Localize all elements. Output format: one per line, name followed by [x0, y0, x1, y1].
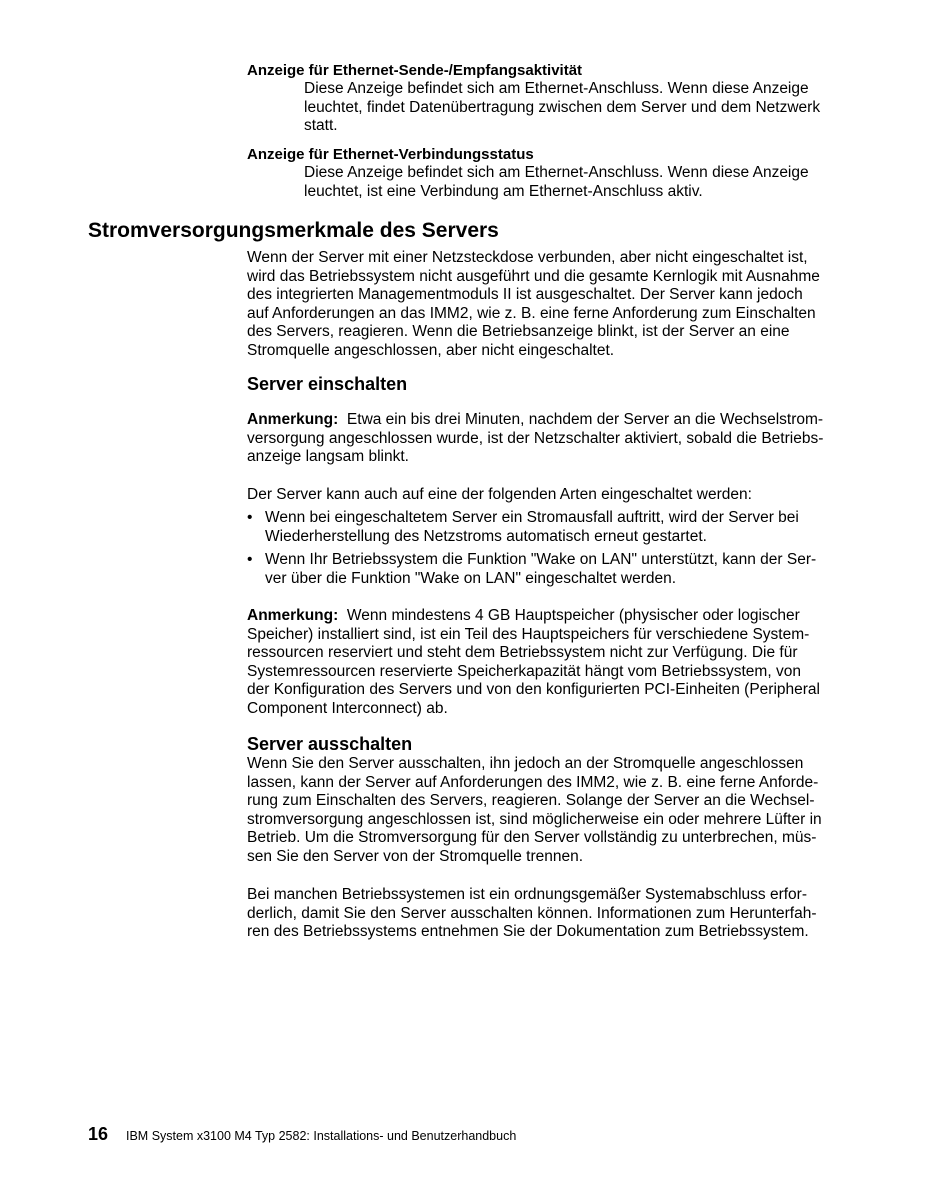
- off-paragraph-1: Wenn Sie den Server ausschalten, ihn jedoch an der Stromquelle angeschlossen lassen, kann der Server auf Anforderungen des IMM2, wie z. B. eine ferne Anforde- rung zum Einschalten des Servers, reagieren. Solange der Server an die Wechsel- stromversorgung angeschlossen ist, sind möglicherweise ein oder mehrere Lüfter in Betrieb. Um die Stromversorgung für den Server vollständig zu unterbrechen, müs- sen Sie den Server von der Stromquelle trennen.: [247, 755, 822, 865]
- subsection-title-off: Server ausschalten: [247, 734, 413, 754]
- footer-title: IBM System x3100 M4 Typ 2582: Installations- und Benutzerhandbuch: [126, 1129, 517, 1143]
- list-lead: Der Server kann auch auf eine der folgenden Arten eingeschaltet werden:: [247, 486, 752, 503]
- bullet-icon: •: [247, 509, 253, 526]
- dl-desc-activity: Diese Anzeige befindet sich am Ethernet-Anschluss. Wenn diese Anzeige leuchtet, findet Datenübertragung zwischen dem Server und dem Netzwerk statt.: [304, 80, 821, 135]
- note-on-1: Anmerkung: Etwa ein bis drei Minuten, nachdem der Server an die Wechselstrom- versorgung angeschlossen wurde, ist der Netzschalter aktiviert, sobald die Betriebs- anzeige langsam blinkt.: [247, 411, 824, 466]
- dl-desc-link-status: Diese Anzeige befindet sich am Ethernet-Anschluss. Wenn diese Anzeige leuchtet, ist eine Verbindung am Ethernet-Anschluss aktiv.: [304, 164, 809, 200]
- bullet-icon: •: [247, 551, 253, 568]
- note-label: Anmerkung:: [247, 607, 339, 624]
- list-item: • Wenn Ihr Betriebssystem die Funktion "Wake on LAN" unterstützt, kann der Ser- ver über die Funktion "Wake on LAN" eingeschaltet werden.: [247, 551, 817, 587]
- note-on-2: Anmerkung: Wenn mindestens 4 GB Hauptspeicher (physischer oder logischer Speicher) installiert sind, ist ein Teil des Hauptspeichers für verschiedene System- ressourcen reserviert und steht dem Betriebssystem nicht zur Verfügung. Die für Systemressourcen reservierte Speicherkapazität hängt vom Betriebssystem, von der Konfiguration des Servers und von den konfigurierten PCI-Einheiten (Peripheral Component Interconnect) ab.: [247, 607, 820, 717]
- note-label: Anmerkung:: [247, 411, 339, 428]
- subsection-title-on: Server einschalten: [247, 374, 408, 394]
- section-intro: Wenn der Server mit einer Netzsteckdose verbunden, aber nicht eingeschaltet ist, wird das Betriebssystem nicht ausgeführt und die gesamte Kernlogik mit Ausnahme des integrierten Managementmoduls II ist ausgeschaltet. Der Server kann jedoch auf Anforderungen an das IMM2, wie z. B. eine ferne Anforderung zum Einschalten des Servers, reagieren. Wenn die Betriebsanzeige blinkt, ist der Server an eine Stromquelle angeschlossen, aber nicht eingeschaltet.: [247, 249, 820, 359]
- off-paragraph-2: Bei manchen Betriebssystemen ist ein ordnungsgemäßer Systemabschluss erfor- derlich, damit Sie den Server ausschalten können. Informationen zum Herunterfah- ren des Betriebssystems entnehmen Sie der Dokumentation zum Betriebssystem.: [247, 886, 817, 941]
- dl-term-link-status: Anzeige für Ethernet-Verbindungsstatus: [247, 146, 534, 163]
- list-item: • Wenn bei eingeschaltetem Server ein Stromausfall auftritt, wird der Server bei Wiederherstellung des Netzstroms automatisch erneut gestartet.: [247, 509, 799, 545]
- page-number: 16: [88, 1124, 109, 1144]
- section-title: Stromversorgungsmerkmale des Servers: [88, 219, 499, 242]
- dl-term-activity: Anzeige für Ethernet-Sende-/Empfangsaktivität: [247, 62, 583, 79]
